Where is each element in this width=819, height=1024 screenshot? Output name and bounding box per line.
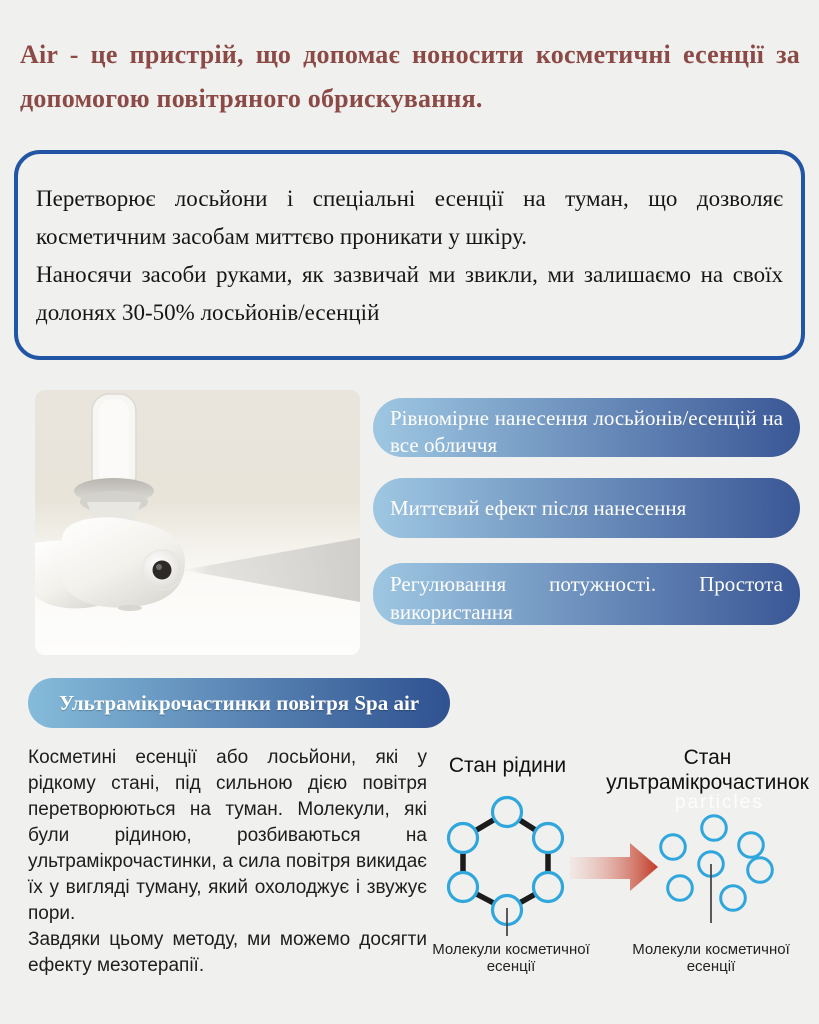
ghost-text-particles: particles — [675, 792, 764, 813]
diagram-caption-right: Молекули косметичної есенції — [632, 941, 790, 975]
intro-paragraph: Перетворює лосьйони і спеціальні есенції на туман, що дозволяє косметичним засобам миттєво проникати у шкіру. — [36, 186, 783, 249]
body-paragraph: Завдяки цьому методу, ми можемо досягти ефекту мезотерапії. — [28, 929, 427, 976]
intro-box — [14, 150, 805, 360]
nozzle-opening — [153, 561, 172, 580]
device-label-mark — [118, 605, 142, 611]
feature-banner-even-application: Рівномірне нанесення лосьйонів/есенцій на все обличчя — [373, 398, 800, 457]
molecule-diagram — [430, 795, 819, 940]
device-stem-highlight — [99, 399, 129, 486]
intro-paragraph: Наносячи засоби руками, як зазвичай ми звикли, ми залишаємо на своїх долонях 30-50% лосьйонів/есенцій — [36, 262, 783, 325]
section-title-pill: Ультрамікрочастинки повітря Spa air — [28, 678, 450, 728]
diagram-caption-left: Молекули косметичної есенції — [432, 941, 590, 975]
device-photo — [35, 390, 360, 655]
spray-device-illustration — [35, 390, 360, 655]
scattered-particles-icon — [661, 816, 773, 923]
section-body — [28, 745, 427, 979]
feature-banner-power-control: Регулювання потужності. Простота використання — [373, 563, 800, 625]
transform-arrow-icon — [570, 843, 658, 891]
diagram-title-particle-state: Стан ультрамікрочастинок — [606, 746, 809, 794]
body-paragraph: Косметині есенції або лосьйони, які у рідкому стані, під сильною дією повітря перетворюються на туман. Молекули, які були рідиною, розбиваються на ультрамікрочастинки, а сила повітря викидає їх у вигляді туману, який охолоджує і звужує пори. — [28, 747, 427, 924]
page-title: Air - це пристрій, що допомає ноносити косметичні есенції за допомогою повітряного обрискування. — [20, 40, 800, 113]
feature-banner-label: Миттєвий ефект після нанесення — [390, 495, 687, 520]
nozzle-highlight — [156, 564, 162, 570]
hexagon-molecule-icon — [449, 798, 563, 937]
feature-banner-instant-effect — [373, 478, 800, 538]
diagram-title-liquid-state: Стан рідини — [448, 754, 567, 777]
